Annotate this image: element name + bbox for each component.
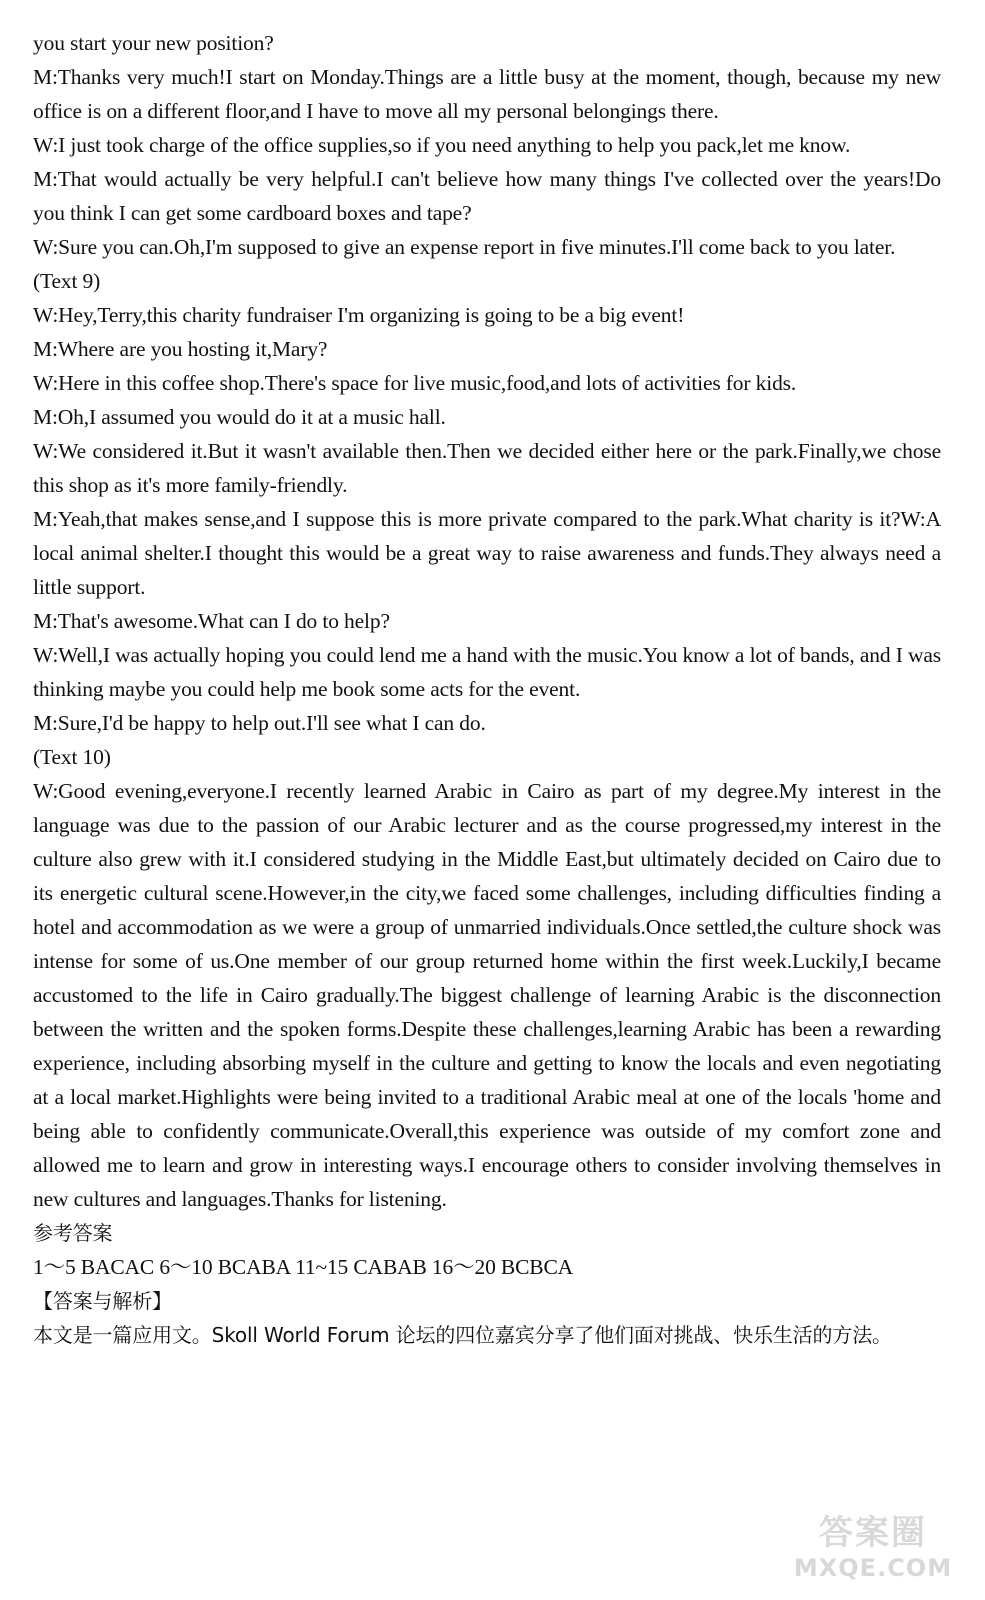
paragraph: M:Sure,I'd be happy to help out.I'll see what I can do. [33,711,486,735]
paragraph: M:Oh,I assumed you would do it at a music hall. [33,405,446,429]
paragraph: W:Here in this coffee shop.There's space for live music,food,and lots of activities for kids. [33,371,797,395]
analysis-text: 本文是一篇应用文。Skoll World Forum 论坛的四位嘉宾分享了他们面对挑战、快乐生活的方法。 [33,1323,892,1347]
paragraph: W:Good evening,everyone.I recently learned Arabic in Cairo as part of my degree.My interest in the language was due to the passion of our Arabic lecturer and as the course progressed,my interest in the culture also grew with it.I considered studying in the Middle East,but ultimately decided on Cairo due to its energetic cultural scene.However,in the city,we faced some challenges, including difficulties finding a hotel and accommodation as we were a group of unmarried individuals.Once settled,the culture shock was intense for some of us.One member of our group returned home within the first week.Luckily,I became accustomed to the life in Cairo gradually.The biggest challenge of learning Arabic is the disconnection between the written and the spoken forms.Despite these challenges,learning Arabic has been a rewarding experience, including absorbing myself in the culture and getting to know the locals and even negotiating at a local market.Highlights were being invited to a traditional Arabic meal at one of the locals 'home and being able to confidently communicate.Overall,this experience was outside of my comfort zone and allowed me to learn and grow in interesting ways.I encourage others to consider involving themselves in new cultures and languages.Thanks for listening. [33,779,941,1211]
paragraph: W:Sure you can.Oh,I'm supposed to give an expense report in five minutes.I'll come back to you later. [33,235,896,259]
answer-title: 参考答案 [33,1221,113,1245]
section-label: (Text 10) [33,745,111,769]
paragraph: you start your new position? [33,31,274,55]
paragraph: W:Hey,Terry,this charity fundraiser I'm organizing is going to be a big event! [33,303,685,327]
analysis-title: 【答案与解析】 [33,1289,172,1313]
paragraph: W:I just took charge of the office supplies,so if you need anything to help you pack,let me know. [33,133,851,157]
watermark-bottom-text: MXQE.COM [793,1554,953,1582]
paragraph: M:Thanks very much!I start on Monday.Things are a little busy at the moment, though, because my new office is on a different floor,and I have to move all my personal belongings there. [33,65,941,123]
paragraph: W:Well,I was actually hoping you could lend me a hand with the music.You know a lot of bands, and I was thinking maybe you could help me book some acts for the event. [33,643,941,701]
section-label: (Text 9) [33,269,101,293]
paragraph: W:We considered it.But it wasn't available then.Then we decided either here or the park.Finally,we chose this shop as it's more family-friendly. [33,439,941,497]
paragraph: M:That would actually be very helpful.I can't believe how many things I've collected over the years!Do you think I can get some cardboard boxes and tape? [33,167,941,225]
document-page [33,26,941,1352]
answer-key: 1～5 BACAC 6～10 BCABA 11~15 CABAB 16～20 BCBCA [33,1255,574,1279]
paragraph: M:Yeah,that makes sense,and I suppose this is more private compared to the park.What charity is it?W:A local animal shelter.I thought this would be a great way to raise awareness and funds.They always need a little support. [33,507,941,599]
paragraph: M:Where are you hosting it,Mary? [33,337,328,361]
watermark-logo [783,1512,963,1590]
paragraph: M:That's awesome.What can I do to help? [33,609,390,633]
watermark-top-text: 答案圈 [819,1513,927,1553]
